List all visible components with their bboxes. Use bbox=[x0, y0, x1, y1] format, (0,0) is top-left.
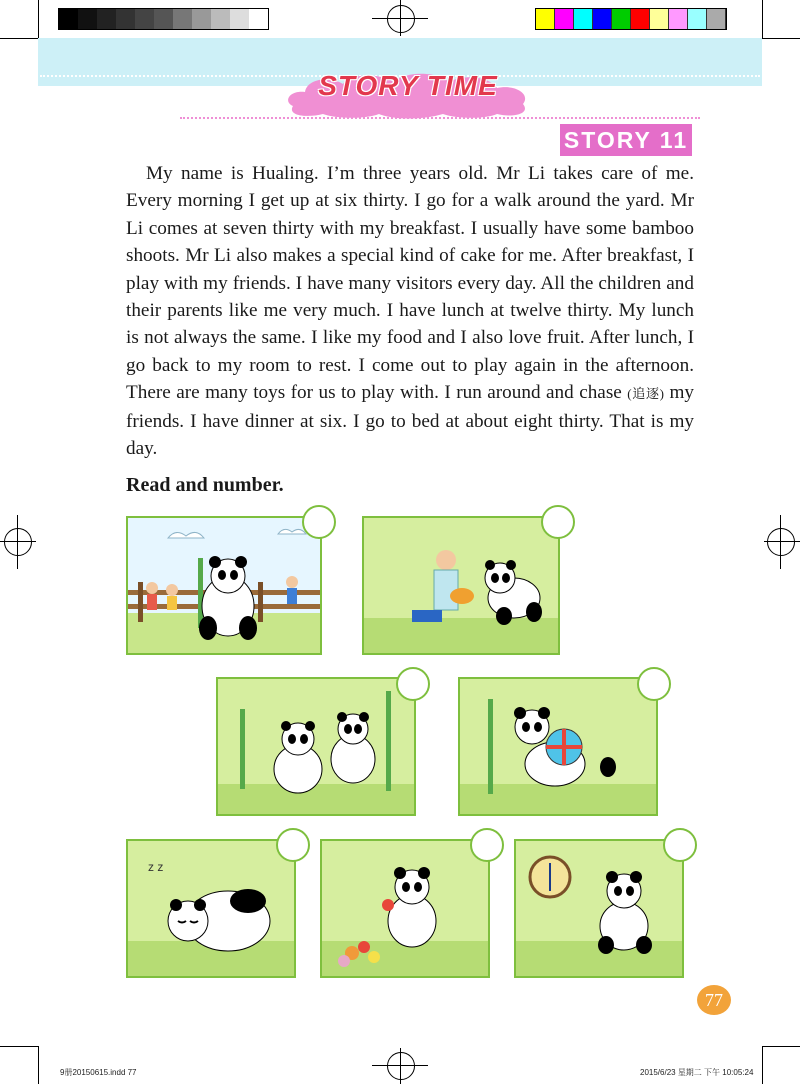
crop-mark bbox=[762, 1046, 763, 1084]
registration-line bbox=[400, 1048, 401, 1084]
story-text bbox=[126, 160, 694, 462]
number-answer-circle[interactable] bbox=[396, 667, 430, 701]
crop-mark bbox=[762, 1046, 800, 1047]
story-paragraph bbox=[126, 160, 694, 462]
registration-line bbox=[0, 541, 36, 542]
registration-line bbox=[372, 1065, 428, 1066]
crop-mark bbox=[0, 1046, 38, 1047]
picture-toys bbox=[458, 677, 658, 816]
dotted-divider bbox=[180, 117, 700, 119]
panda-illustration bbox=[218, 679, 414, 814]
panda-illustration bbox=[128, 518, 320, 653]
chinese-note: (追逐) bbox=[627, 386, 664, 402]
panda-illustration bbox=[128, 841, 294, 976]
number-answer-circle[interactable] bbox=[637, 667, 671, 701]
crop-mark bbox=[762, 0, 763, 38]
panda-illustration bbox=[460, 679, 656, 814]
number-answer-circle[interactable] bbox=[541, 505, 575, 539]
number-answer-circle[interactable] bbox=[276, 828, 310, 862]
registration-line bbox=[372, 18, 428, 19]
clock-icon bbox=[530, 857, 570, 897]
registration-mark-bottom bbox=[387, 1052, 415, 1080]
registration-mark-top bbox=[387, 5, 415, 33]
story-text-part: My name is Hualing. I’m three years old. Mr Li takes care of me. Every morning I get up at six thirty. I go for a walk around the yard. Mr Li comes at seven thirty with my breakfast. I usually have some bamboo shoots. Mr Li also makes a special kind of cake for me. After breakfast, I play with my friends. I have many visitors every day. All the children and their parents like me very much. I have lunch at twelve thirty. My lunch is not always the same. I like my food and I also love fruit. After lunch, I go back to my room to rest. I come out to play again in the afternoon. There are many toys for us to play with. I run around and chase bbox=[126, 163, 694, 404]
page-number: 77 bbox=[697, 985, 731, 1015]
crop-mark bbox=[0, 38, 38, 39]
registration-line bbox=[780, 515, 781, 569]
registration-line bbox=[764, 541, 800, 542]
page-title: STORY TIME bbox=[318, 70, 498, 101]
registration-mark-left bbox=[4, 528, 32, 556]
print-footer-left: 9册20150615.indd 77 bbox=[60, 1068, 137, 1077]
number-answer-circle[interactable] bbox=[302, 505, 336, 539]
registration-line bbox=[17, 515, 18, 569]
picture-dinner-clock bbox=[514, 839, 684, 978]
number-answer-circle[interactable] bbox=[470, 828, 504, 862]
exercise-instruction: Read and number. bbox=[126, 474, 284, 496]
crop-mark bbox=[38, 1046, 39, 1084]
picture-playing-friends bbox=[216, 677, 416, 816]
svg-text:z z: z z bbox=[148, 860, 164, 874]
print-footer-right: 2015/6/23 星期二 下午 10:05:24 bbox=[640, 1068, 754, 1077]
panda-illustration bbox=[364, 518, 558, 653]
story-number-badge: STORY 11 bbox=[560, 124, 692, 156]
crop-mark bbox=[38, 0, 39, 38]
color-calibration-bar bbox=[535, 8, 727, 30]
story-text-part: my friends. I have dinner at six. I go to bed at about eight thirty. That is my day. bbox=[126, 382, 694, 460]
grayscale-bar bbox=[58, 8, 269, 30]
picture-sleeping bbox=[126, 839, 296, 978]
registration-mark-right bbox=[767, 528, 795, 556]
picture-fruit bbox=[320, 839, 490, 978]
panda-illustration bbox=[516, 841, 682, 976]
crop-mark bbox=[762, 38, 800, 39]
picture-breakfast bbox=[362, 516, 560, 655]
picture-panda-walk-yard bbox=[126, 516, 322, 655]
number-answer-circle[interactable] bbox=[663, 828, 697, 862]
panda-illustration bbox=[322, 841, 488, 976]
